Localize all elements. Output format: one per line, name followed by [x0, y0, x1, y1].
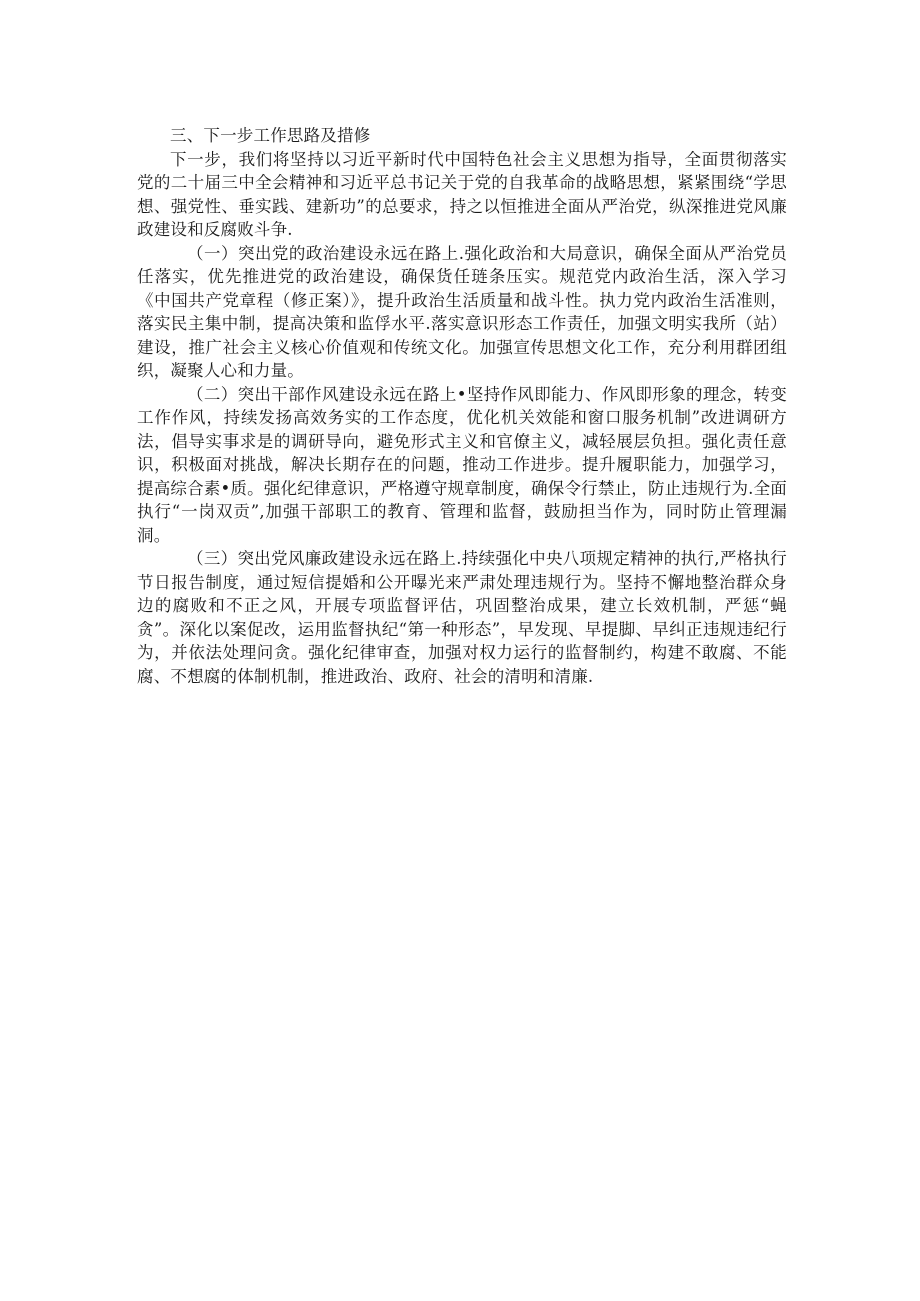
intro-paragraph: 下一步，我们将坚持以习近平新时代中国特色社会主义思想为指导，全面贯彻落实党的二十届三中全会精神和习近平总书记关于党的自我革命的战略思想，紧紧围绕“学思想、强党性、垂实践、建新功”的总要求，持之以恒推进全面从严治党，纵深推进党风廉政建设和反腐败斗争.	[137, 149, 787, 239]
item-paragraph-3: （三）突出党风廉政建设永远在路上.持续强化中央八项规定精神的执行,严格执行节日报告制度，通过短信提婚和公开曝光来严肃处理违规行为。坚持不懈地整治群众身边的腐败和不正之风，开展专项监督评估，巩固整治成果，建立长效机制，严惩“蝇贪”。深化以案促改，运用监督执纪“第一种形态”，早发现、早提脚、早纠正违规违纪行为，并依法处理问贪。强化纪律审查，加强对权力运行的监督制约，构建不敢腐、不能腐、不想腐的体制机制，推进政治、政府、社会的清明和清廉.	[137, 549, 787, 686]
item-paragraph-2: （二）突出干部作风建设永远在路上•坚持作风即能力、作风即形象的理念，转变工作作风，持续发扬高效务实的工作态度，优化机关效能和窗口服务机制”改进调研方法，倡导实事求是的调研导向，避免形式主义和官僚主义，减轻展层负担。强化责任意识，积极面对挑战，解决长期存在的问题，推动工作进步。提升履职能力，加强学习，提高综合素•质。强化纪律意识，严格遵守规章制度，确保令行禁止，防止违规行为.全面执行“一岗双贡”,加强干部职工的教育、管理和监督，鼓励担当作为，同时防止管理漏洞。	[137, 384, 787, 545]
section-heading: 三、下一步工作思路及措修	[170, 126, 371, 145]
item-paragraph-1: （一）突出党的政治建设永远在路上.强化政治和大局意识，确保全面从严治党员任落实，优先推进党的政治建设，确保货任琏条压实。规范党内政治生活，深入学习《中国共产党章程（修正案）》，提升政治生活质量和战斗性。执力党内政治生活准则，落实民主集中制，提高决策和监俘水平.落实意识形态工作责任，加强文明实我所（站）建设，推广社会主义核心价值观和传统文化。加强宣传思想文化工作，充分利用群团组织，凝聚人心和力量。	[137, 243, 787, 380]
document-body	[137, 124, 787, 688]
